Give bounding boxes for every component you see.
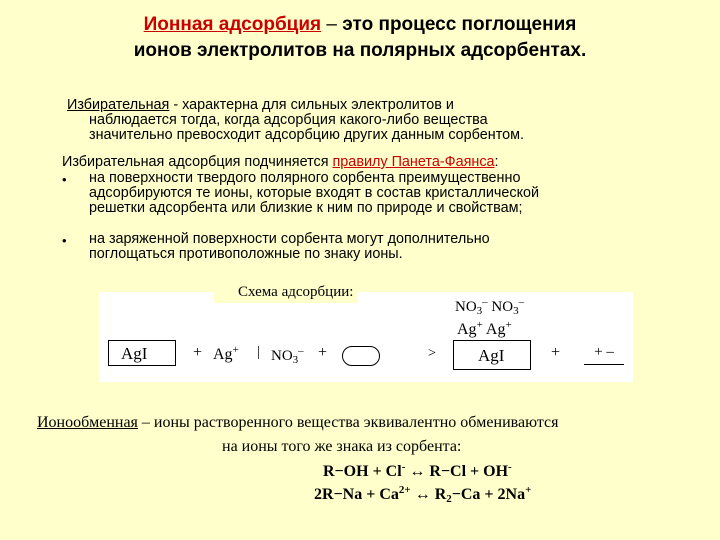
scheme-top-silver-pair: Ag+ Ag+ (457, 319, 512, 338)
bullet-1-line-3: решетки адсорбента или близкие к ним по природе и свойствам; (89, 200, 523, 216)
selective-line-3: значительно превосходит адсорбцию других данным сорбентом. (89, 127, 525, 143)
paneth-fajans-rule-link[interactable]: правилу Панета-Фаянса (332, 154, 495, 170)
ion-exchange-line1-rest: – ионы растворенного вещества эквивалентно обмениваются (137, 414, 559, 431)
selective-line-2: наблюдается тогда, когда адсорбция какого-либо вещества (89, 112, 488, 128)
bullet-1-marker: • (62, 172, 67, 187)
slide-title (0, 12, 720, 64)
scheme-plus-1: + (193, 344, 203, 361)
scheme-divider: | (257, 344, 261, 360)
agi-crystal-box: AgI (108, 340, 176, 366)
equation-1: R−OH + Cl- ↔ R−Cl + OH- (323, 461, 512, 480)
scheme-arrow: > (428, 346, 436, 361)
title-line-2: ионов электролитов на полярных адсорбентах. (133, 40, 587, 61)
ion-exchange-line-1 (37, 414, 558, 432)
empty-ion-oval (342, 346, 380, 366)
rule-prefix: Избирательная адсорбция подчиняется (62, 154, 333, 170)
selective-term: Избирательная (67, 97, 170, 113)
scheme-silver-ion: Ag+ (213, 344, 239, 363)
scheme-plus-3: + (551, 344, 561, 361)
bullet-2-marker: • (62, 233, 67, 248)
scheme-caption: Схема адсорбции: (214, 280, 357, 303)
title-line1-rest: это процесс поглощения (342, 14, 577, 35)
selective-line1-text: - характерна для сильных электролитов и (169, 97, 454, 113)
title-term: Ионная адсорбция (143, 14, 322, 35)
bullet-1-line-1: на поверхности твердого полярного сорбента преимущественно (89, 170, 521, 186)
title-line-1 (0, 12, 720, 38)
scheme-top-nitrate-pair: $NO_3^-$ $NO_3^-$ (455, 296, 525, 317)
adsorption-scheme (99, 292, 633, 382)
counter-ion-pair: + – (584, 344, 624, 365)
ion-exchange-line-2: на ионы того же знака из сорбента: (222, 438, 462, 455)
scheme-nitrate-ion: $NO_3^-$ (271, 345, 304, 366)
charged-agi-box: AgI (453, 340, 531, 370)
equation-2: $2R-Na + Ca^{2+}$ ↔ $R_2-Ca + 2Na^+$ (314, 484, 532, 505)
scheme-plus-2: + (318, 344, 328, 361)
bullet-2-line-1: на заряженной поверхности сорбента могут дополнительно (89, 231, 490, 247)
rule-line (62, 155, 499, 171)
bullet-2-line-2: поглощаться противоположные по знаку ионы. (89, 246, 403, 262)
bullet-1-line-2: адсорбируются те ионы, которые входят в состав кристаллической (89, 185, 540, 201)
title-dash: – (326, 14, 337, 35)
ion-exchange-term: Ионообменная (37, 414, 138, 431)
rule-suffix: : (494, 154, 499, 170)
